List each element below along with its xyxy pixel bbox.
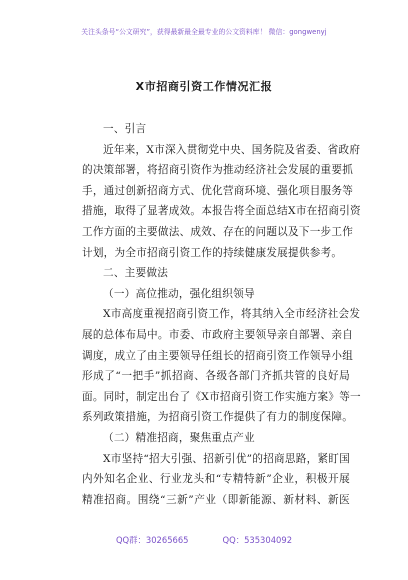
document-body: [82, 119, 361, 510]
paragraph-line: 内外知名企业、行业龙头和“专精特新”企业，积极开展: [82, 473, 350, 486]
paragraph-line: 措施，取得了显著成效。本报告将全面总结X市在招商引资: [82, 205, 361, 218]
paragraph-line: 的决策部署，将招商引资作为推动经济社会发展的重要抓: [82, 164, 354, 177]
paragraph-line: 近年来，X市深入贯彻党中央、国务院及省委、省政府: [103, 143, 361, 156]
subsection-heading-precision-investment: （二）精准招商，聚焦重点产业: [103, 431, 255, 444]
section-heading-main-practices: 二、主要做法: [103, 267, 169, 280]
footer-qq: QQ：535304092: [222, 535, 293, 545]
paragraph-line: 形成了“一把手”抓招商、各级各部门齐抓共管的良好局: [82, 370, 350, 383]
section-heading-introduction: 一、引言: [103, 123, 147, 135]
paragraph-line: 面。同时，制定出台了《X市招商引资工作实施方案》等一: [82, 390, 361, 403]
subsection-heading-leadership: （一）高位推动，强化组织领导: [103, 287, 255, 300]
paragraph-line: X市高度重视招商引资工作，将其纳入全市经济社会发: [103, 308, 361, 321]
paragraph-line: 调度，成立了由主要领导任组长的招商引资工作领导小组: [82, 349, 354, 362]
header-banner: 关注头条号“公文研究”，获得最新最全最专业的公文资料库！ 微信：gongwenyj: [81, 28, 327, 36]
footer-contact: [0, 534, 408, 546]
paragraph-line: 手，通过创新招商方式、优化营商环境、强化项目服务等: [82, 184, 354, 197]
paragraph-line: 系列政策措施，为招商引资工作提供了有力的制度保障。: [82, 411, 354, 424]
paragraph-line: 展的总体布局中。市委、市政府主要领导亲自部署、亲自: [82, 328, 354, 341]
paragraph-line: X市坚持“招大引强、招新引优”的招商思路，紧盯国: [103, 452, 350, 465]
paragraph-line: 工作方面的主要做法、成效、存在的问题以及下一步工作: [82, 225, 354, 238]
paragraph-line: 精准招商。围绕“三新”产业（即新能源、新材料、新医: [82, 493, 350, 506]
paragraph-line: 计划，为全市招商引资工作的持续健康发展提供参考。: [82, 246, 343, 259]
document-title: X市招商引资工作情况汇报: [135, 80, 273, 93]
footer-qq-group: QQ群：30265665: [115, 535, 189, 545]
